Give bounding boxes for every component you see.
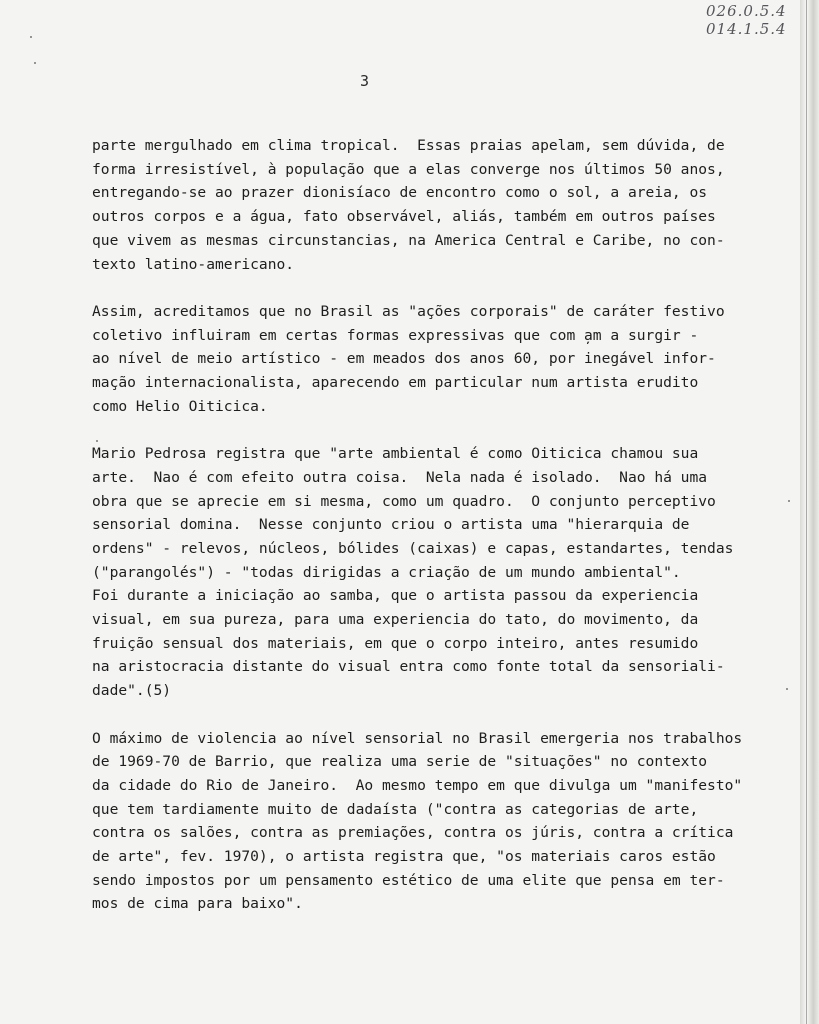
text-line: entregando-se ao prazer dionisíaco de encontro como o sol, a areia, os xyxy=(92,184,708,202)
text-line: coletivo influiram em certas formas expressivas que com ̦am a surgir - xyxy=(92,326,699,344)
paper-speck xyxy=(96,440,98,442)
text-line: fruição sensual dos materiais, em que o corpo inteiro, antes resumido xyxy=(92,634,699,652)
text-line: ordens" - relevos, núcleos, bólides (caixas) e capas, estandartes, tendas xyxy=(92,539,734,557)
paper-speck xyxy=(786,688,788,690)
text-line: dade".(5) xyxy=(92,682,172,700)
text-line: de arte", fev. 1970), o artista registra que, "os materiais caros estão xyxy=(92,848,716,866)
text-line: Mario Pedrosa registra que "arte ambiental é como Oiticica chamou sua xyxy=(92,445,699,463)
text-line: sensorial domina. Nesse conjunto criou o artista uma "hierarquia de xyxy=(92,516,690,534)
handwritten-archive-codes xyxy=(706,2,806,38)
paper-speck xyxy=(788,500,790,502)
text-line: na aristocracia distante do visual entra como fonte total da sensoriali- xyxy=(92,658,725,676)
body-text xyxy=(92,134,743,916)
text-line: obra que se aprecie em si mesma, como um quadro. O conjunto perceptivo xyxy=(92,492,716,510)
text-line: mação internacionalista, aparecendo em particular num artista erudito xyxy=(92,374,699,392)
text-line: O máximo de violencia ao nível sensorial no Brasil emergeria nos trabalhos xyxy=(92,729,743,747)
text-line: arte. Nao é com efeito outra coisa. Nela nada é isolado. Nao há uma xyxy=(92,468,708,486)
text-line: sendo impostos por um pensamento estético de uma elite que pensa em ter- xyxy=(92,871,725,889)
page-number: 3 xyxy=(360,72,370,90)
paper-speck xyxy=(34,62,36,64)
text-line: parte mergulhado em clima tropical. Essas praias apelam, sem dúvida, de xyxy=(92,137,725,154)
text-line: outros corpos e a água, fato observável, aliás, também em outros países xyxy=(92,208,716,226)
text-line: da cidade do Rio de Janeiro. Ao mesmo tempo em que divulga um "manifesto" xyxy=(92,776,743,794)
handwritten-code-1: 026.0.5.4 xyxy=(706,2,787,20)
text-line: visual, em sua pureza, para uma experiencia do tato, do movimento, da xyxy=(92,611,699,629)
text-line: que vivem as mesmas circunstancias, na America Central e Caribe, no con- xyxy=(92,231,725,249)
text-line: Foi durante a iniciação ao samba, que o artista passou da experiencia xyxy=(92,587,699,605)
paragraph-2 xyxy=(92,300,725,419)
paper-speck xyxy=(30,36,32,38)
text-line: Assim, acreditamos que no Brasil as "ações corporais" de caráter festivo xyxy=(92,302,725,320)
paragraph-3 xyxy=(92,442,734,703)
handwritten-code-2: 014.1.5.4 xyxy=(706,20,787,38)
text-line: como Helio Oiticica. xyxy=(92,397,268,415)
text-line: forma irresistível, à população que a elas converge nos últimos 50 anos, xyxy=(92,160,725,178)
text-line: texto latino-americano. xyxy=(92,255,295,273)
text-line: ("parangolés") - "todas dirigidas a criação de um mundo ambiental". xyxy=(92,563,681,581)
text-line: de 1969-70 de Barrio, que realiza uma serie de "situações" no contexto xyxy=(92,753,708,771)
text-line: que tem tardiamente muito de dadaísta ("contra as categorias de arte, xyxy=(92,800,699,818)
paragraph-1 xyxy=(92,134,725,276)
page-edge-shadow xyxy=(800,0,819,1024)
text-line: ao nível de meio artístico - em meados dos anos 60, por inegável infor- xyxy=(92,350,716,368)
paragraph-4 xyxy=(92,727,743,917)
text-line: contra os salões, contra as premiações, contra os júris, contra a crítica xyxy=(92,824,734,842)
text-line: mos de cima para baixo". xyxy=(92,895,303,913)
page-edge-line xyxy=(806,0,807,1024)
